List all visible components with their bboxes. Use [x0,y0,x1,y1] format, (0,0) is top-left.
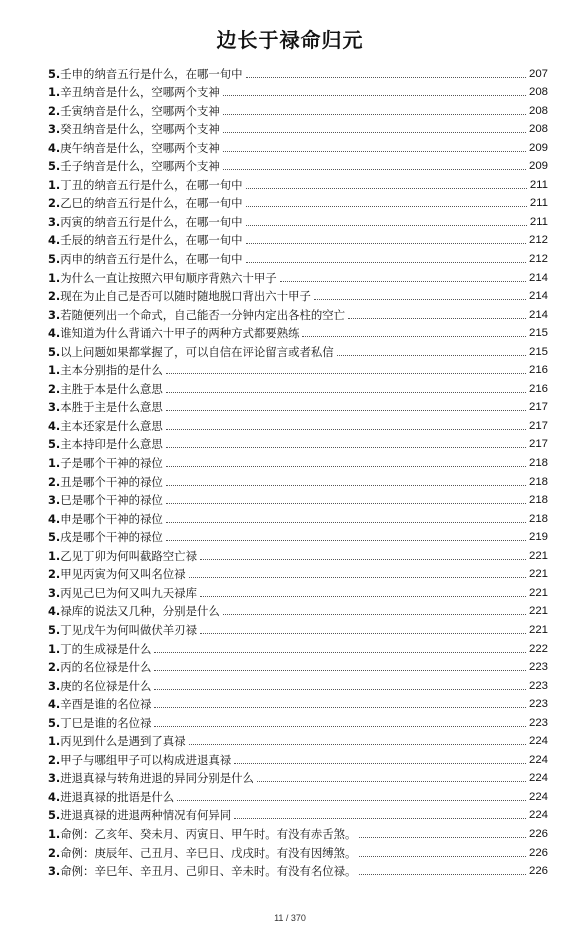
toc-entry-number: 4. [48,140,61,155]
toc-entry-label: 本胜于主是什么意思 [60,400,163,415]
toc-entry-title [48,790,174,804]
toc-entry[interactable] [48,730,548,749]
toc-entry-title [48,252,243,266]
toc-entry-label: 现在为止自己是否可以随时随地脱口背出六十甲子 [60,289,311,304]
dot-leader [280,281,526,282]
toc-entry-title [48,493,163,507]
toc-entry[interactable] [48,229,548,248]
toc-entry-title [48,642,151,656]
dot-leader [348,318,526,319]
toc-entry-page: 224 [528,809,548,822]
toc-entry-label: 丙见己巳为何又叫九天禄库 [60,585,197,600]
dot-leader [314,299,526,300]
toc-entry-number: 3. [48,400,61,415]
toc-entry-page: 214 [528,308,548,321]
toc-entry[interactable] [48,155,548,174]
toc-entry-number: 3. [48,493,61,508]
toc-entry-page: 221 [528,586,548,599]
toc-entry-number: 1. [48,177,61,192]
toc-entry-number: 3. [48,307,61,322]
toc-entry-label: 丙的名位禄是什么 [60,660,152,675]
toc-entry[interactable] [48,804,548,823]
toc-entry-page: 221 [528,549,548,562]
toc-entry-title [48,512,163,526]
toc-entry[interactable] [48,748,548,767]
toc-entry-number: 2. [48,381,61,396]
toc-entry[interactable] [48,81,548,100]
toc-entry[interactable] [48,340,548,359]
toc-entry[interactable] [48,711,548,730]
toc-entry-label: 谁知道为什么背诵六十甲子的两种方式都要熟练 [60,326,300,341]
toc-entry-number: 4. [48,418,61,433]
toc-entry-page: 224 [528,753,548,766]
toc-entry-label: 丑是哪个干神的禄位 [60,474,163,489]
toc-entry-label: 若随便列出一个命式，自己能否一分钟内定出各柱的空亡 [60,307,346,322]
toc-entry-number: 5. [48,159,61,174]
toc-entry-title [48,456,163,470]
dot-leader [154,726,526,727]
toc-entry-title [48,475,163,489]
toc-entry-title [48,846,356,860]
toc-entry-number: 3. [48,214,61,229]
toc-entry-number: 2. [48,567,61,582]
toc-entry-label: 辛酉是谁的名位禄 [60,697,152,712]
toc-entry-title [48,437,163,451]
toc-entry-label: 丙寅的纳音五行是什么，在哪一旬中 [60,214,243,229]
toc-entry-number: 5. [48,530,61,545]
toc-entry-title [48,419,163,433]
toc-entry-label: 禄库的说法又几种，分别是什么 [60,604,220,619]
toc-entry-page: 219 [528,531,548,544]
toc-entry-number: 2. [48,752,61,767]
dot-leader [154,689,526,690]
toc-entry-title [48,716,151,730]
toc-entry-page: 224 [528,772,548,785]
toc-entry-title [48,549,197,563]
toc-entry[interactable] [48,266,548,285]
dot-leader [246,243,526,244]
toc-entry-label: 戌是哪个干神的禄位 [60,530,163,545]
toc-entry-label: 子是哪个干神的禄位 [60,456,163,471]
toc-entry-title [48,159,220,173]
toc-entry-page: 218 [528,512,548,525]
toc-entry[interactable] [48,136,548,155]
toc-entry-page: 215 [528,345,548,358]
toc-entry-label: 庚午纳音是什么，空哪两个支神 [60,140,220,155]
toc-entry-title [48,604,220,618]
toc-entry-page: 223 [528,698,548,711]
dot-leader [166,447,526,448]
toc-entry-number: 1. [48,456,61,471]
toc-entry-page: 226 [528,827,548,840]
toc-entry-number: 5. [48,437,61,452]
dot-leader [166,429,526,430]
toc-entry-label: 壬辰的纳音五行是什么，在哪一旬中 [60,233,243,248]
dot-leader [200,559,526,560]
dot-leader [359,837,526,838]
toc-entry-title [48,808,231,822]
toc-entry-number: 2. [48,474,61,489]
toc-entry-title [48,215,243,229]
toc-entry-label: 癸丑纳音是什么，空哪两个支神 [60,122,220,137]
toc-entry-page: 221 [528,568,548,581]
toc-entry-page: 211 [529,178,548,191]
toc-entry[interactable] [48,62,548,81]
toc-entry-number: 4. [48,789,61,804]
toc-entry-number: 5. [48,66,61,81]
toc-entry[interactable] [48,247,548,266]
toc-entry-page: 224 [528,735,548,748]
toc-entry-title [48,771,254,785]
toc-entry-label: 壬寅纳音是什么，空哪两个支神 [60,103,220,118]
dot-leader [223,151,526,152]
dot-leader [223,132,526,133]
toc-entry[interactable] [48,674,548,693]
toc-entry-page: 223 [528,716,548,729]
dot-leader [359,856,526,857]
toc-entry-label: 壬申的纳音五行是什么，在哪一旬中 [60,66,243,81]
toc-entry-title [48,289,311,303]
toc-entry-number: 5. [48,252,61,267]
toc-entry-label: 乙巳的纳音五行是什么，在哪一旬中 [60,196,243,211]
dot-leader [154,670,526,671]
toc-entry-number: 1. [48,270,61,285]
toc-entry-title [48,623,197,637]
toc-entry-label: 甲子与哪组甲子可以构成进退真禄 [60,752,232,767]
toc-entry[interactable] [48,210,548,229]
toc-entry-label: 进退真禄与转角进退的异同分别是什么 [60,771,254,786]
toc-entry-page: 211 [529,215,548,228]
toc-entry-title [48,734,186,748]
toc-entry[interactable] [48,841,548,860]
dot-leader [166,373,526,374]
toc-entry-title [48,400,163,414]
toc-entry-label: 申是哪个干神的禄位 [60,511,163,526]
toc-entry-title [48,326,299,340]
toc-entry-number: 1. [48,548,61,563]
dot-leader [246,188,527,189]
toc-entry-label: 以上问题如果都掌握了，可以自信在评论留言或者私信 [60,344,334,359]
page-number: 11 / 370 [274,913,306,923]
dot-leader [246,225,527,226]
toc-entry-page: 214 [528,271,548,284]
dot-leader [166,392,526,393]
toc-entry[interactable] [48,322,548,341]
toc-entry-label: 主本还家是什么意思 [60,418,163,433]
toc-entry-page: 208 [528,123,548,136]
toc-entry-number: 5. [48,808,61,823]
toc-entry-number: 2. [48,660,61,675]
toc-entry-title [48,864,356,878]
toc-entry-title [48,141,220,155]
dot-leader [223,614,526,615]
toc-entry-title [48,122,220,136]
dot-leader [166,522,526,523]
toc-entry-number: 2. [48,103,61,118]
toc-entry-page: 209 [528,141,548,154]
toc-entry-page: 212 [528,234,548,247]
toc-entry[interactable] [48,600,548,619]
toc-entry-page: 224 [528,790,548,803]
dot-leader [166,540,526,541]
toc-entry-number: 4. [48,604,61,619]
toc-entry-page: 218 [528,457,548,470]
dot-leader [166,410,526,411]
toc-entry-title [48,827,356,841]
dot-leader [359,874,526,875]
toc-entry[interactable] [48,693,548,712]
toc-entry[interactable] [48,451,548,470]
toc-entry-page: 216 [528,364,548,377]
dot-leader [166,466,526,467]
toc-entry-title [48,345,334,359]
toc-entry-page: 218 [528,494,548,507]
toc-entry-number: 5. [48,344,61,359]
toc-entry-page: 209 [528,160,548,173]
toc-entry-title [48,586,197,600]
toc-entry-page: 223 [528,679,548,692]
toc-entry[interactable] [48,526,548,545]
dot-leader [166,485,526,486]
toc-entry-page: 208 [528,104,548,117]
dot-leader [154,652,526,653]
toc-entry[interactable] [48,470,548,489]
toc-entry-number: 2. [48,845,61,860]
toc-entry-number: 4. [48,326,61,341]
toc-entry-page: 217 [528,419,548,432]
toc-entry-number: 3. [48,771,61,786]
toc-entry[interactable] [48,581,548,600]
toc-entry-number: 1. [48,641,61,656]
toc-entry-title [48,178,243,192]
toc-entry-page: 226 [528,846,548,859]
toc-entry-page: 222 [528,642,548,655]
toc-entry-label: 主胜于本是什么意思 [60,381,163,396]
toc-entry-label: 甲见丙寅为何又叫名位禄 [60,567,186,582]
toc-entry-number: 3. [48,864,61,879]
toc-entry-number: 3. [48,585,61,600]
dot-leader [223,114,526,115]
toc-entry-title [48,233,243,247]
toc-entry[interactable] [48,173,548,192]
dot-leader [189,744,526,745]
toc-entry-title [48,679,151,693]
toc-entry-number: 2. [48,196,61,211]
toc-entry-page: 212 [528,253,548,266]
toc-entry-title [48,67,243,81]
toc-entry[interactable] [48,433,548,452]
toc-entry-label: 命例：乙亥年、癸未月、丙寅日、甲午时。有没有赤舌煞。 [60,826,357,841]
dot-leader [223,169,526,170]
toc-entry-number: 4. [48,233,61,248]
toc-entry-number: 4. [48,697,61,712]
toc-entry-title [48,530,163,544]
dot-leader [166,503,526,504]
toc-entry[interactable] [48,563,548,582]
dot-leader [246,77,526,78]
toc-entry-label: 进退真禄的进退两种情况有何异同 [60,808,232,823]
toc-entry-label: 丁见戊午为何叫做伏羊刃禄 [60,622,197,637]
toc-entry-number: 3. [48,678,61,693]
toc-entry[interactable] [48,118,548,137]
dot-leader [302,336,526,337]
toc-entry[interactable] [48,377,548,396]
toc-entry-number: 1. [48,85,61,100]
toc-entry-label: 丁巳是谁的名位禄 [60,715,152,730]
toc-entry[interactable] [48,637,548,656]
toc-entry-label: 壬子纳音是什么，空哪两个支神 [60,159,220,174]
toc-entry-page: 221 [528,605,548,618]
toc-entry-title [48,271,277,285]
toc-entry-page: 217 [528,438,548,451]
toc-entry-title [48,697,151,711]
toc-entry[interactable] [48,359,548,378]
dot-leader [189,577,526,578]
toc-entry-page: 217 [528,401,548,414]
dot-leader [234,763,526,764]
toc-entry-page: 207 [528,67,548,80]
dot-leader [200,596,526,597]
toc-entry-label: 为什么一直让按照六甲旬顺序背熟六十甲子 [60,270,277,285]
table-of-contents [48,62,548,878]
toc-entry-number: 5. [48,622,61,637]
toc-entry[interactable] [48,507,548,526]
toc-entry-label: 进退真禄的批语是什么 [60,789,175,804]
toc-entry[interactable] [48,303,548,322]
toc-entry-label: 主本持印是什么意思 [60,437,163,452]
toc-entry-title [48,196,243,210]
toc-entry-number: 1. [48,734,61,749]
dot-leader [246,206,527,207]
toc-entry-label: 乙见丁卯为何叫截路空亡禄 [60,548,197,563]
toc-entry[interactable] [48,192,548,211]
toc-entry-page: 221 [528,623,548,636]
toc-entry[interactable] [48,544,548,563]
toc-entry-label: 主本分别指的是什么 [60,363,163,378]
toc-entry-title [48,85,220,99]
toc-entry-page: 218 [528,475,548,488]
toc-entry-title [48,308,345,322]
dot-leader [337,355,526,356]
toc-entry[interactable] [48,822,548,841]
toc-entry-title [48,753,231,767]
toc-entry-title [48,104,220,118]
toc-entry-number: 2. [48,289,61,304]
toc-entry-label: 丁丑的纳音五行是什么，在哪一旬中 [60,177,243,192]
toc-entry[interactable] [48,656,548,675]
toc-entry[interactable] [48,99,548,118]
toc-entry-number: 1. [48,826,61,841]
toc-entry[interactable] [48,860,548,879]
toc-entry-page: 223 [528,661,548,674]
dot-leader [257,781,526,782]
dot-leader [246,262,526,263]
toc-entry-number: 4. [48,511,61,526]
toc-entry-page: 214 [528,290,548,303]
toc-entry-label: 庚的名位禄是什么 [60,678,152,693]
toc-entry-number: 1. [48,363,61,378]
toc-entry-label: 巳是哪个干神的禄位 [60,493,163,508]
toc-entry-title [48,660,151,674]
toc-entry-page: 226 [528,865,548,878]
dot-leader [234,818,526,819]
toc-entry[interactable] [48,396,548,415]
toc-entry-page: 215 [528,327,548,340]
toc-entry[interactable] [48,618,548,637]
toc-entry-title [48,363,163,377]
page-title: 边长于禄命归元 [216,28,364,52]
toc-entry-label: 丙申的纳音五行是什么，在哪一旬中 [60,252,243,267]
toc-entry[interactable] [48,489,548,508]
toc-entry[interactable] [48,785,548,804]
toc-entry-label: 辛丑纳音是什么，空哪两个支神 [60,85,220,100]
dot-leader [154,707,526,708]
dot-leader [177,800,526,801]
toc-entry-number: 5. [48,715,61,730]
toc-entry-label: 命例：庚辰年、己丑月、辛巳日、戊戌时。有没有因缚煞。 [60,845,357,860]
toc-entry[interactable] [48,767,548,786]
toc-entry-page: 216 [528,382,548,395]
toc-entry-title [48,382,163,396]
toc-entry-page: 211 [529,197,548,210]
toc-entry-number: 3. [48,122,61,137]
toc-entry-label: 命例：辛巳年、辛丑月、己卯日、辛未时。有没有名位禄。 [60,864,357,879]
dot-leader [223,95,526,96]
dot-leader [200,633,526,634]
toc-entry-page: 208 [528,86,548,99]
toc-entry[interactable] [48,414,548,433]
toc-entry[interactable] [48,285,548,304]
toc-entry-title [48,567,186,581]
toc-entry-label: 丙见到什么是遇到了真禄 [60,734,186,749]
toc-entry-label: 丁的生成禄是什么 [60,641,152,656]
